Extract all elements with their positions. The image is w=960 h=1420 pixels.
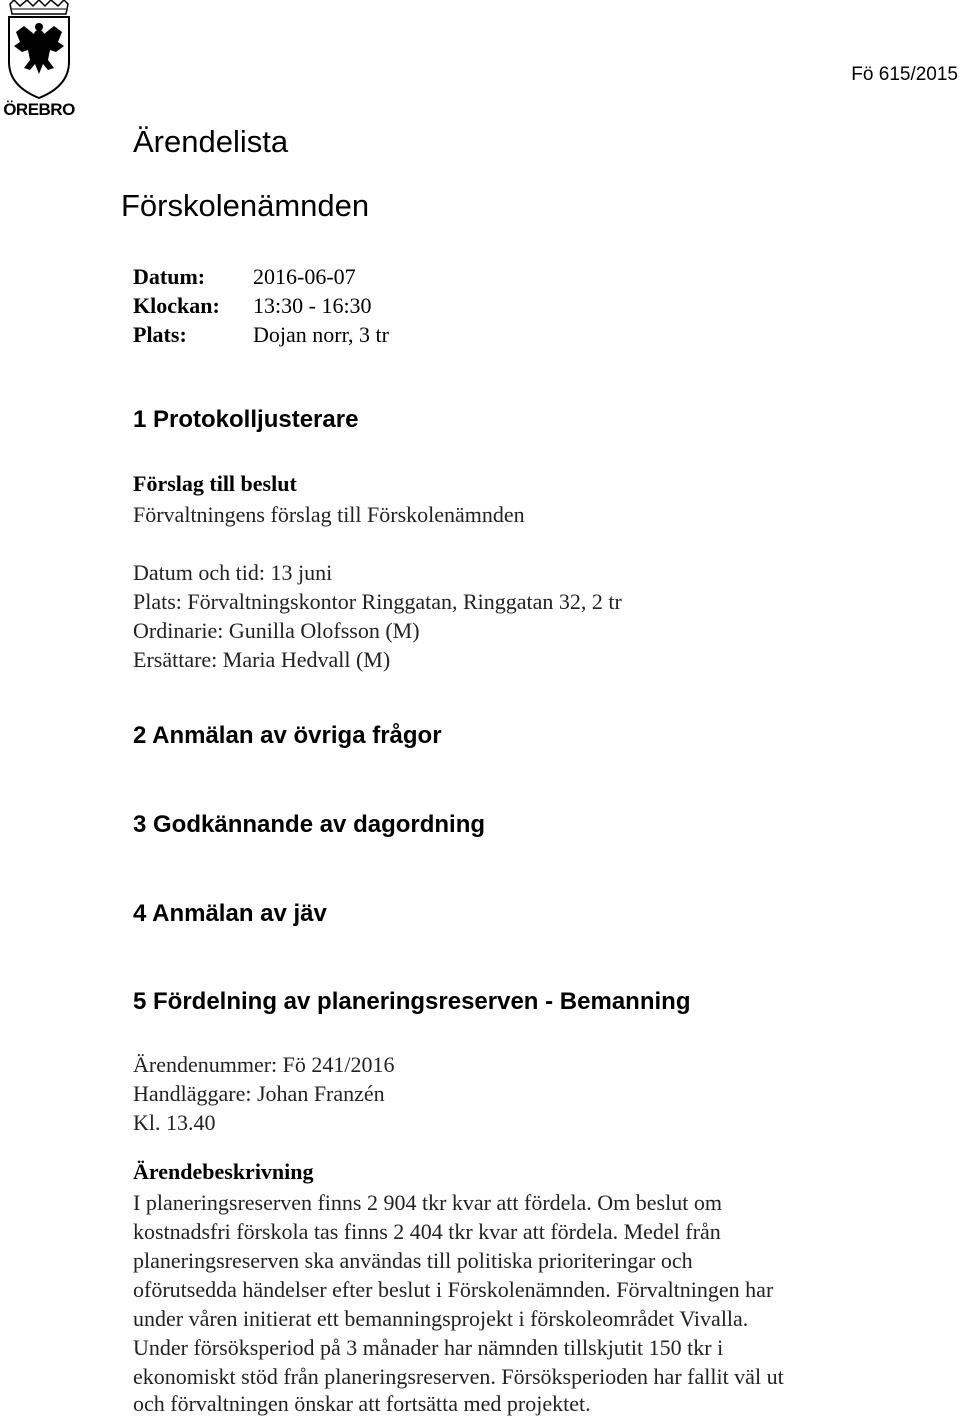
item-5-description-line: Under försöksperiod på 3 månader har nämnden tillskjutit 150 tkr i	[133, 1335, 724, 1360]
place-value: Dojan norr, 3 tr	[253, 322, 389, 347]
item-5-description-line: kostnadsfri förskola tas finns 2 404 tkr kvar att fördela. Medel från	[133, 1219, 721, 1244]
date-label: Datum:	[133, 264, 206, 289]
time-label: Klockan:	[133, 293, 220, 318]
item-1-detail: Plats: Förvaltningskontor Ringgatan, Ringgatan 32, 2 tr	[133, 589, 622, 614]
orebro-logo	[0, 0, 78, 125]
item-1-heading: 1 Protokolljusterare	[133, 406, 359, 433]
date-value: 2016-06-07	[253, 264, 356, 289]
item-1-detail: Datum och tid: 13 juni	[133, 560, 333, 585]
item-5-description-label: Ärendebeskrivning	[133, 1159, 314, 1184]
item-5-description-line: oförutsedda händelser efter beslut i Förskolenämnden. Förvaltningen har	[133, 1277, 774, 1302]
item-5-time: Kl. 13.40	[133, 1110, 216, 1135]
item-5-description-line: ekonomiskt stöd från planeringsreserven. Försöksperioden har fallit väl ut	[133, 1364, 784, 1389]
time-value: 13:30 - 16:30	[253, 293, 372, 318]
item-1-detail: Ersättare: Maria Hedvall (M)	[133, 647, 391, 672]
item-5-description-line: och förvaltningen önskar att fortsätta med projektet.	[133, 1391, 591, 1416]
place-label: Plats:	[133, 322, 187, 347]
board-name: Förskolenämnden	[121, 188, 370, 223]
coat-of-arms-icon	[0, 0, 78, 100]
item-1-detail: Ordinarie: Gunilla Olofsson (M)	[133, 618, 420, 643]
item-2-heading: 2 Anmälan av övriga frågor	[133, 722, 442, 749]
item-5-description-line: I planeringsreserven finns 2 904 tkr kvar att fördela. Om beslut om	[133, 1190, 722, 1215]
item-5-case-number: Ärendenummer: Fö 241/2016	[133, 1052, 395, 1077]
item-5-officer: Handläggare: Johan Franzén	[133, 1081, 385, 1106]
item-1-proposal-label: Förslag till beslut	[133, 471, 297, 496]
document-number: Fö 615/2015	[851, 64, 958, 85]
item-4-heading: 4 Anmälan av jäv	[133, 900, 327, 927]
item-3-heading: 3 Godkännande av dagordning	[133, 811, 486, 838]
item-5-heading: 5 Fördelning av planeringsreserven - Bemanning	[133, 988, 691, 1015]
item-5-description-line: planeringsreserven ska användas till politiska prioriteringar och	[133, 1248, 693, 1273]
logo-text: ÖREBRO	[3, 100, 75, 119]
item-1-proposal-text: Förvaltningens förslag till Förskolenämnden	[133, 502, 525, 527]
page-title: Ärendelista	[133, 124, 289, 159]
item-5-description-line: under våren initierat ett bemanningsprojekt i förskoleområdet Vivalla.	[133, 1306, 749, 1331]
